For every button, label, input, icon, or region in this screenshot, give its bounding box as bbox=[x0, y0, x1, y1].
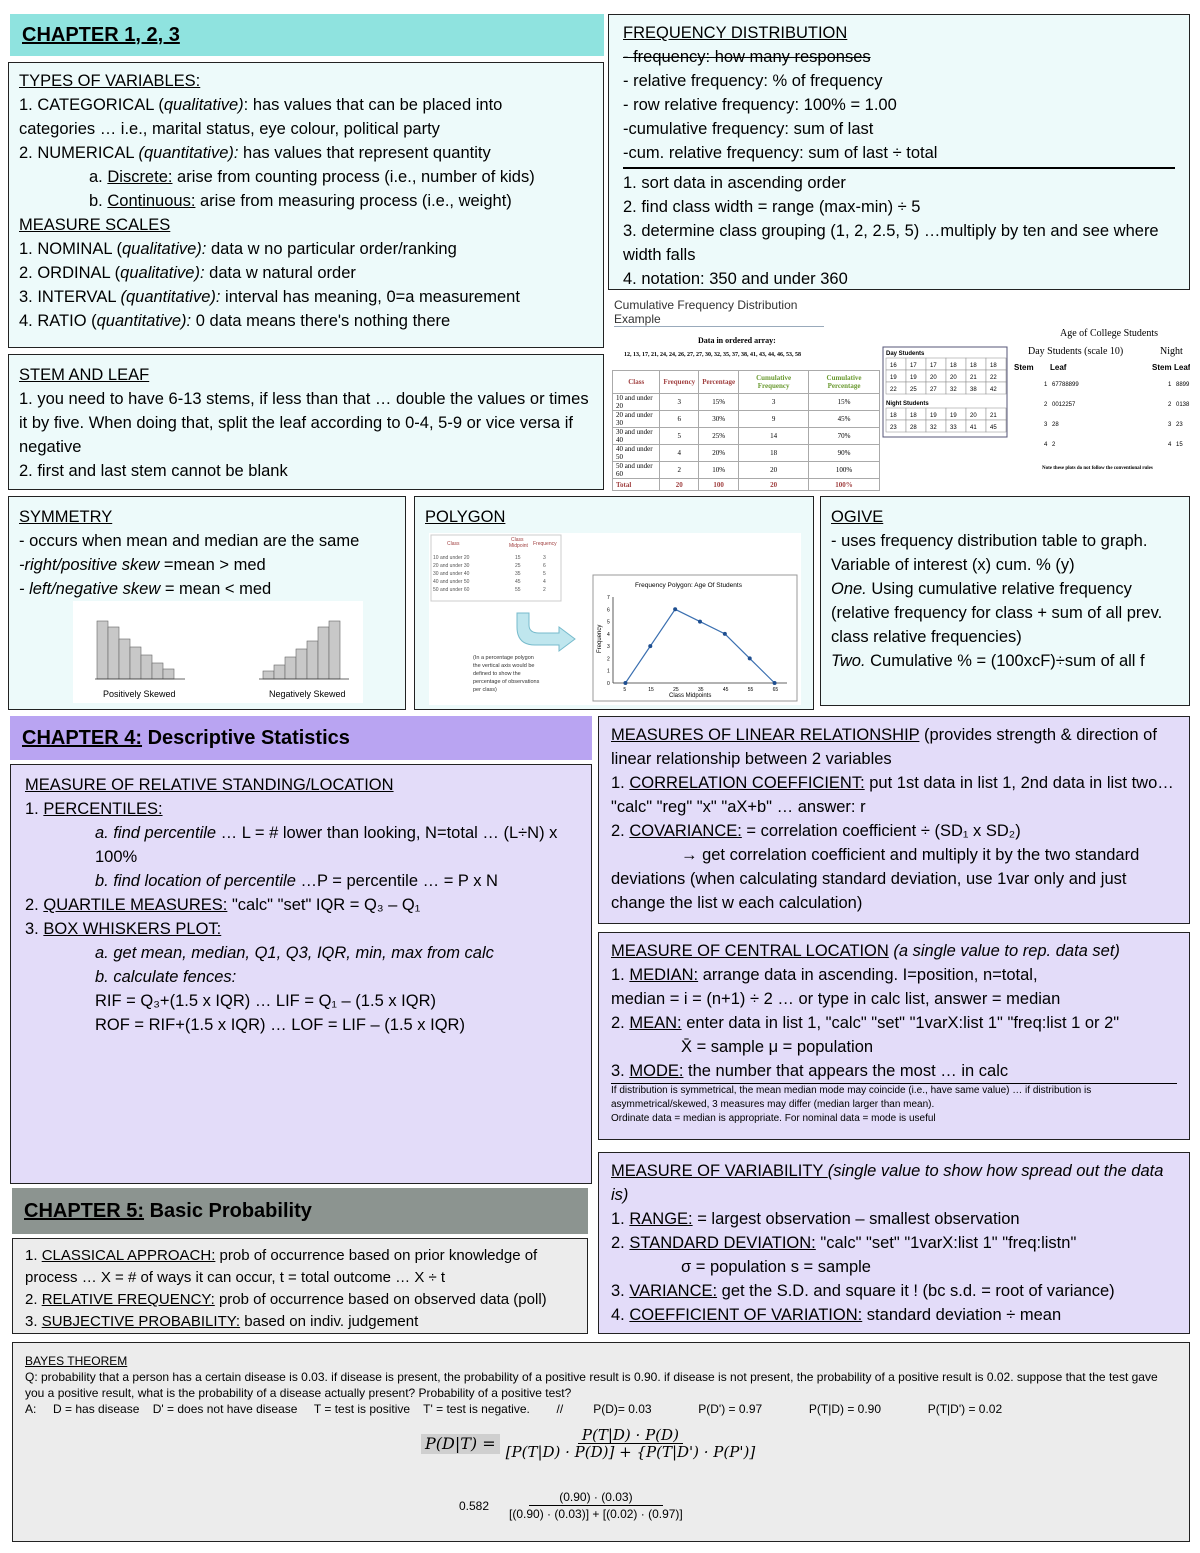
stem-value: 33 bbox=[950, 425, 957, 431]
stem-value: 21 bbox=[970, 375, 977, 381]
median-formula: median = i = (n+1) ÷ 2 … or type in calc list, answer = median bbox=[611, 990, 1061, 1008]
bayes-denominator-values: [(0.90) · (0.03)] + [(0.02) · (0.97)] bbox=[509, 1507, 683, 1521]
x-tick-label: 25 bbox=[673, 687, 679, 693]
stem-value: 20 bbox=[930, 375, 937, 381]
fence-line-2: ROF = RIF+(1.5 x IQR) … LOF = LIF – (1.5 x IQR) bbox=[95, 1016, 465, 1034]
frequency-table bbox=[612, 370, 880, 491]
quartile-line: 2. QUARTILE MEASURES: "calc" "set" IQR = Q₃ – Q₁ bbox=[25, 896, 421, 914]
y-tick-label: 4 bbox=[607, 631, 610, 638]
freq-table-row bbox=[613, 479, 880, 491]
polygon-heading: POLYGON bbox=[425, 508, 506, 526]
ogive-line-2: One. Using cumulative relative frequency (relative frequency for class + sum of all prev. class relative frequencies) bbox=[831, 580, 1163, 646]
mean-symbols: X̄ = sample μ = population bbox=[681, 1038, 874, 1056]
freq-table-cell: 5 bbox=[660, 428, 699, 445]
fence-line-1: RIF = Q₃+(1.5 x IQR) … LIF = Q₁ – (1.5 x IQR) bbox=[95, 992, 436, 1010]
stem-value: 42 bbox=[990, 387, 997, 393]
measure-scales-heading: MEASURE SCALES bbox=[19, 216, 171, 234]
variability-box bbox=[598, 1152, 1190, 1334]
polygon-point bbox=[773, 681, 777, 685]
covariance-line: 2. COVARIANCE: = correlation coefficient ÷ (SD₁ x SD₂) bbox=[611, 822, 1021, 840]
stem-value: 18 bbox=[990, 363, 997, 369]
svg-text:50 and under 60: 50 and under 60 bbox=[433, 587, 470, 593]
freq-table-cell: 15% bbox=[699, 394, 739, 411]
stem-value: 17 bbox=[910, 363, 917, 369]
day-students-label: Day Students (scale 10) bbox=[1028, 346, 1124, 357]
step-2: 2. find class width = range (max-min) ÷ 5 bbox=[623, 198, 921, 216]
svg-text:Leaf: Leaf bbox=[1050, 363, 1067, 372]
svg-text:(In a percentage polygon: (In a percentage polygon bbox=[473, 655, 534, 661]
svg-text:4: 4 bbox=[543, 579, 546, 585]
figure-note: Note these plots do not follow the conventional rules bbox=[1042, 466, 1153, 471]
relative-frequency-line: 2. RELATIVE FREQUENCY: prob of occurrence based on observed data (poll) bbox=[25, 1291, 547, 1308]
frequency-polygon-chart bbox=[429, 533, 801, 705]
bayes-formula bbox=[421, 1427, 755, 1460]
figure-subtitle: Data in ordered array: bbox=[698, 336, 776, 345]
median-line: 1. MEDIAN: arrange data in ascending. I=position, n=total, bbox=[611, 966, 1038, 984]
svg-text:1: 1 bbox=[1044, 382, 1048, 388]
variability-heading: MEASURE OF VARIABILITY (single value to show how spread out the data is) bbox=[611, 1162, 1164, 1204]
chapter-4-header bbox=[10, 716, 592, 760]
cv-line: 4. COEFFICIENT OF VARIATION: standard deviation ÷ mean bbox=[611, 1306, 1062, 1324]
frequency-distribution-box bbox=[608, 14, 1190, 290]
svg-text:25: 25 bbox=[515, 563, 521, 569]
bayes-heading: BAYES THEOREM bbox=[25, 1354, 128, 1368]
polygon-point bbox=[648, 644, 652, 648]
svg-text:45: 45 bbox=[515, 579, 521, 585]
categorical-line: 1. CATEGORICAL (qualitative): has values that can be placed into bbox=[19, 96, 503, 114]
freq-table-cell: 100% bbox=[809, 479, 880, 491]
freq-table-cell: 18 bbox=[739, 445, 809, 462]
relative-standing-box bbox=[10, 764, 592, 1184]
stem-value: 18 bbox=[970, 363, 977, 369]
probability-box bbox=[12, 1238, 588, 1334]
ogive-box bbox=[820, 496, 1190, 706]
freq-table-cell: 3 bbox=[660, 394, 699, 411]
stem-value: 27 bbox=[930, 387, 937, 393]
stem-value: 21 bbox=[990, 413, 997, 419]
step-4: 4. notation: 350 and under 360 bbox=[623, 270, 848, 288]
symmetry-line-3: - left/negative skew = mean < med bbox=[19, 580, 272, 598]
stem-heading: STEM AND LEAF bbox=[19, 366, 150, 384]
polygon-table bbox=[431, 535, 561, 601]
polygon-box bbox=[414, 496, 814, 710]
svg-text:Midpoint: Midpoint bbox=[509, 543, 528, 549]
polygon-xlabel: Class Midpoints bbox=[669, 693, 712, 699]
svg-text:Leaf: Leaf bbox=[1174, 363, 1190, 372]
polygon-point bbox=[698, 620, 702, 624]
central-location-box bbox=[598, 932, 1190, 1140]
bayes-answer: A: D = has disease D' = does not have disease T = test is positive T' = test is negative. // P(D)= 0.03 P(D') = 0.97 P(T|D) = 0.90 P(T|D') = 0.02 bbox=[25, 1402, 1003, 1416]
svg-text:55: 55 bbox=[515, 587, 521, 593]
freq-table-cell: 50 and under 60 bbox=[613, 462, 660, 479]
svg-text:Stem: Stem bbox=[1014, 363, 1034, 372]
svg-text:5: 5 bbox=[543, 571, 546, 577]
freq-table-cell: 90% bbox=[809, 445, 880, 462]
step-1: 1. sort data in ascending order bbox=[623, 174, 846, 192]
categorical-examples: categories … i.e., marital status, eye colour, political party bbox=[19, 120, 440, 138]
ogive-heading: OGIVE bbox=[831, 508, 884, 526]
freq-table-cell: 100% bbox=[809, 462, 880, 479]
central-note-2: Ordinate data = median is appropriate. For nominal data = mode is useful bbox=[611, 1113, 936, 1124]
freq-table-cell: 30 and under 40 bbox=[613, 428, 660, 445]
svg-text:35: 35 bbox=[515, 571, 521, 577]
stem-value: 23 bbox=[890, 425, 897, 431]
ordinal-line: 2. ORDINAL (qualitative): data w natural order bbox=[19, 264, 356, 282]
svg-text:6: 6 bbox=[543, 563, 546, 569]
interval-line: 3. INTERVAL (quantitative): interval has meaning, 0=a measurement bbox=[19, 288, 520, 306]
relative-standing-heading: MEASURE OF RELATIVE STANDING/LOCATION bbox=[25, 776, 394, 794]
freq-table-cell: Total bbox=[613, 479, 660, 491]
svg-text:28: 28 bbox=[1052, 422, 1059, 428]
freq-table-cell: 20 and under 30 bbox=[613, 411, 660, 428]
svg-text:67788899: 67788899 bbox=[1052, 382, 1079, 388]
night-label: Night bbox=[1160, 346, 1183, 357]
y-tick-label: 3 bbox=[607, 644, 610, 651]
y-tick-label: 5 bbox=[607, 619, 610, 626]
ogive-line-3: Two. Cumulative % = (100xcF)÷sum of all f bbox=[831, 652, 1145, 670]
chapter-5-header bbox=[12, 1188, 588, 1234]
percentiles-line: 1. PERCENTILES: bbox=[25, 800, 163, 818]
y-tick-label: 0 bbox=[607, 681, 610, 687]
freq-table-cell: 30% bbox=[699, 411, 739, 428]
numerical-line: 2. NUMERICAL (quantitative): has values that represent quantity bbox=[19, 144, 491, 162]
svg-text:per class): per class) bbox=[473, 687, 497, 693]
svg-text:1: 1 bbox=[1168, 382, 1172, 388]
bayes-result: 0.582 bbox=[459, 1498, 490, 1513]
figure-title: Cumulative Frequency Distribution Example bbox=[614, 298, 824, 327]
step-3: 3. determine class grouping (1, 2, 2.5, 5) …multiply by ten and see where width falls bbox=[623, 222, 1159, 264]
stem-value: 45 bbox=[990, 425, 997, 431]
symmetry-box bbox=[8, 496, 406, 710]
polygon-point bbox=[748, 656, 752, 660]
central-note-1: If distribution is symmetrical, the mean median mode may coincide (i.e., have same value) … if distribution is asymmetrical/skewed, 3 measures may differ (median larger than mean). bbox=[611, 1085, 1092, 1110]
freq-table-cell: 4 bbox=[660, 445, 699, 462]
stem-value: 18 bbox=[910, 413, 917, 419]
x-tick-label: 65 bbox=[772, 687, 779, 693]
types-heading: TYPES OF VARIABLES: bbox=[19, 72, 201, 90]
freq-table-cell: 10 and under 20 bbox=[613, 394, 660, 411]
svg-text:40 and under 50: 40 and under 50 bbox=[433, 579, 470, 585]
freq-line-3: - row relative frequency: 100% = 1.00 bbox=[623, 96, 897, 114]
stem-value: 19 bbox=[950, 413, 957, 419]
freq-table-cell: 14 bbox=[739, 428, 809, 445]
chapter-123-header bbox=[10, 14, 604, 56]
svg-text:Class: Class bbox=[511, 537, 524, 543]
bayes-numerator-values: (0.90) · (0.03) bbox=[529, 1489, 662, 1506]
freq-table-cell: 70% bbox=[809, 428, 880, 445]
discrete-line: a. Discrete: arise from counting process (i.e., number of kids) bbox=[89, 168, 535, 186]
svg-text:2: 2 bbox=[1052, 442, 1056, 448]
bayes-numerator: P(T|D) · P(D) bbox=[578, 1427, 683, 1444]
stem-block-label: Day Students bbox=[886, 351, 925, 357]
freq-table-row bbox=[613, 428, 880, 445]
freq-table-row bbox=[613, 445, 880, 462]
age-title: Age of College Students bbox=[1060, 328, 1159, 339]
svg-text:Class: Class bbox=[447, 541, 460, 547]
freq-table-cell: 40 and under 50 bbox=[613, 445, 660, 462]
freq-table-cell: 2 bbox=[660, 462, 699, 479]
freq-line-1: - frequency: how many responses bbox=[623, 48, 871, 66]
variance-line: 3. VARIANCE: get the S.D. and square it ! (bc s.d. = root of variance) bbox=[611, 1282, 1115, 1300]
stem-value: 19 bbox=[930, 413, 937, 419]
freq-table-header: Cumulative Frequency bbox=[739, 371, 809, 394]
symmetry-line-2: -right/positive skew =mean > med bbox=[19, 556, 266, 574]
negative-skew-label: Negatively Skewed bbox=[269, 689, 346, 699]
freq-line-2: - relative frequency: % of frequency bbox=[623, 72, 883, 90]
sd-line: 2. STANDARD DEVIATION: "calc" "set" "1varX:list 1" "freq:listn" bbox=[611, 1234, 1077, 1252]
box-whiskers-a: a. get mean, median, Q1, Q3, IQR, min, max from calc bbox=[95, 944, 494, 962]
freq-table-cell: 6 bbox=[660, 411, 699, 428]
freq-table-cell: 15% bbox=[809, 394, 880, 411]
freq-table-cell: 10% bbox=[699, 462, 739, 479]
bayes-lhs: P(D|T) = bbox=[421, 1434, 500, 1454]
freq-table-header: Percentage bbox=[699, 371, 739, 394]
freq-table-cell: 100 bbox=[699, 479, 739, 491]
stem-value: 16 bbox=[890, 363, 897, 369]
types-of-variables-box bbox=[8, 62, 604, 348]
chapter-4-label: CHAPTER 4: bbox=[22, 726, 143, 749]
box-whiskers-line: 3. BOX WHISKERS PLOT: bbox=[25, 920, 222, 938]
stem-line-2: 2. first and last stem cannot be blank bbox=[19, 462, 288, 480]
stem-value: 20 bbox=[950, 375, 957, 381]
svg-text:4: 4 bbox=[1044, 442, 1048, 448]
svg-text:10 and under 20: 10 and under 20 bbox=[433, 555, 470, 561]
stem-value: 38 bbox=[970, 387, 977, 393]
chapter-5-title: Basic Probability bbox=[144, 1199, 312, 1222]
polygon-chart-title: Frequency Polygon: Age Of Students bbox=[635, 582, 742, 589]
linear-relationship-box bbox=[598, 716, 1190, 924]
freq-table-header: Frequency bbox=[660, 371, 699, 394]
freq-table-header: Cumulative Percentage bbox=[809, 371, 880, 394]
bayes-box bbox=[12, 1342, 1190, 1542]
freq-table-cell: 20 bbox=[660, 479, 699, 491]
freq-heading: FREQUENCY DISTRIBUTION bbox=[623, 24, 848, 42]
y-tick-label: 6 bbox=[607, 607, 610, 614]
positive-skew-label: Positively Skewed bbox=[103, 689, 176, 699]
freq-table-cell: 25% bbox=[699, 428, 739, 445]
freq-table-cell: 20 bbox=[739, 462, 809, 479]
polygon-point bbox=[673, 607, 677, 611]
y-tick-label: 2 bbox=[607, 656, 610, 663]
central-heading: MEASURE OF CENTRAL LOCATION (a single value to rep. data set) bbox=[611, 942, 1120, 960]
stem-value: 18 bbox=[950, 363, 957, 369]
range-line: 1. RANGE: = largest observation – smallest observation bbox=[611, 1210, 1020, 1228]
linear-heading: MEASURES OF LINEAR RELATIONSHIP (provides strength & direction of linear relationship between 2 variables bbox=[611, 726, 1157, 768]
stem-value: 32 bbox=[950, 387, 957, 393]
box-whiskers-b: b. calculate fences: bbox=[95, 968, 237, 986]
freq-table-row bbox=[613, 394, 880, 411]
stem-value: 32 bbox=[930, 425, 937, 431]
svg-text:Frequency: Frequency bbox=[533, 541, 557, 547]
svg-text:2: 2 bbox=[1044, 402, 1048, 408]
nominal-line: 1. NOMINAL (qualitative): data w no particular order/ranking bbox=[19, 240, 457, 258]
skew-histograms bbox=[73, 601, 363, 703]
freq-table-row bbox=[613, 411, 880, 428]
stem-and-leaf-box bbox=[8, 354, 604, 490]
stem-value: 22 bbox=[990, 375, 997, 381]
bayes-denominator: [P(T|D) · P(D)] + {P(T|D') · P(P')] bbox=[505, 1443, 756, 1461]
freq-table-header: Class bbox=[613, 371, 660, 394]
freq-table-cell: 45% bbox=[809, 411, 880, 428]
y-tick-label: 1 bbox=[607, 668, 610, 675]
bayes-question: Q: probability that a person has a certain disease is 0.03. if disease is present, the probability of a positive result is 0.90. if disease is not present, the probability of a positive result is 0.02. suppose that the test gave you a positive result, what is the probability of a disease actually present? Probability of a positive test? bbox=[25, 1370, 1158, 1400]
x-tick-label: 5 bbox=[623, 687, 627, 693]
freq-table-cell: 9 bbox=[739, 411, 809, 428]
stem-block-label: Night Students bbox=[886, 401, 929, 407]
stem-value: 41 bbox=[970, 425, 977, 431]
stem-leaf-plots bbox=[882, 346, 1190, 486]
svg-text:Stem: Stem bbox=[1152, 363, 1172, 372]
mean-line: 2. MEAN: enter data in list 1, "calc" "set" "1varX:list 1" "freq:list 1 or 2" bbox=[611, 1014, 1120, 1032]
subjective-line: 3. SUBJECTIVE PROBABILITY: based on indiv. judgement bbox=[25, 1313, 419, 1330]
svg-text:4: 4 bbox=[1168, 442, 1172, 448]
freq-table-cell: 20 bbox=[739, 479, 809, 491]
stem-value: 19 bbox=[890, 375, 897, 381]
find-percentile-line: a. find percentile … L = # lower than looking, N=total … (L÷N) x 100% bbox=[95, 824, 558, 866]
polygon-point bbox=[623, 681, 627, 685]
stem-value: 25 bbox=[910, 387, 917, 393]
svg-text:3: 3 bbox=[1168, 422, 1172, 428]
svg-text:0012257: 0012257 bbox=[1052, 402, 1076, 408]
svg-text:20 and under 30: 20 and under 30 bbox=[433, 563, 470, 569]
x-tick-label: 15 bbox=[648, 687, 654, 693]
symmetry-heading: SYMMETRY bbox=[19, 508, 113, 526]
stem-value: 19 bbox=[910, 375, 917, 381]
polygon-point bbox=[723, 632, 727, 636]
svg-text:0138: 0138 bbox=[1176, 402, 1190, 408]
sd-symbols: σ = population s = sample bbox=[681, 1258, 871, 1276]
chapter-5-label: CHAPTER 5: bbox=[24, 1199, 145, 1222]
svg-text:3: 3 bbox=[543, 555, 546, 561]
svg-text:8899: 8899 bbox=[1176, 382, 1190, 388]
figure-array: 12, 13, 17, 21, 24, 24, 26, 27, 27, 30, 32, 35, 37, 38, 41, 43, 44, 46, 53, 58 bbox=[624, 352, 801, 358]
symmetry-line-1: - occurs when mean and median are the same bbox=[19, 532, 360, 550]
y-tick-label: 7 bbox=[607, 595, 610, 601]
bayes-solution bbox=[459, 1489, 683, 1522]
correlation-line: 1. CORRELATION COEFFICIENT: put 1st data in list 1, 2nd data in list two… "calc" "reg" "x" "aX+b" … answer: r bbox=[611, 774, 1174, 816]
freq-line-5: -cum. relative frequency: sum of last ÷ total bbox=[623, 141, 1175, 169]
stem-value: 18 bbox=[890, 413, 897, 419]
stem-value: 22 bbox=[890, 387, 897, 393]
stem-value: 20 bbox=[970, 413, 977, 419]
svg-text:defined to show the: defined to show the bbox=[473, 671, 521, 677]
classical-line: 1. CLASSICAL APPROACH: prob of occurrence based on prior knowledge of process … X = # of ways it can occur, t = total outcome … X ÷ t bbox=[25, 1247, 538, 1286]
ogive-line-1: - uses frequency distribution table to graph. Variable of interest (x) cum. % (y) bbox=[831, 532, 1148, 574]
svg-text:2: 2 bbox=[1168, 402, 1172, 408]
freq-table-cell: 20% bbox=[699, 445, 739, 462]
svg-text:the vertical axis would be: the vertical axis would be bbox=[473, 663, 535, 669]
stem-value: 17 bbox=[930, 363, 937, 369]
svg-text:percentage of observations: percentage of observations bbox=[473, 679, 540, 685]
x-tick-label: 55 bbox=[747, 687, 754, 693]
polygon-ylabel: Frequency bbox=[597, 624, 603, 653]
freq-table-cell: 3 bbox=[739, 394, 809, 411]
cumulative-frequency-figure bbox=[610, 296, 1190, 490]
mode-line: 3. MODE: the number that appears the most … in calc bbox=[611, 1059, 1177, 1084]
x-tick-label: 45 bbox=[722, 687, 729, 693]
svg-text:3: 3 bbox=[1044, 422, 1048, 428]
x-tick-label: 35 bbox=[698, 687, 704, 693]
freq-line-4: -cumulative frequency: sum of last bbox=[623, 120, 874, 138]
svg-text:30 and under 40: 30 and under 40 bbox=[433, 571, 470, 577]
chapter-123-title: CHAPTER 1, 2, 3 bbox=[22, 23, 180, 46]
svg-text:23: 23 bbox=[1176, 422, 1183, 428]
continuous-line: b. Continuous: arise from measuring process (i.e., weight) bbox=[89, 192, 512, 210]
stem-value: 28 bbox=[910, 425, 917, 431]
location-percentile-line: b. find location of percentile …P = percentile … = P x N bbox=[95, 872, 498, 890]
ratio-line: 4. RATIO (quantitative): 0 data means there's nothing there bbox=[19, 312, 451, 330]
stem-line-1: 1. you need to have 6-13 stems, if less than that … double the values or times it by five. When doing that, split the leaf according to 0-4, 5-9 or vice versa if negative bbox=[19, 390, 589, 456]
chapter-4-title: Descriptive Statistics bbox=[142, 726, 350, 749]
freq-table-row bbox=[613, 462, 880, 479]
covariance-note: → get correlation coefficient and multiply it by the two standard deviations (when calculating standard deviation, use 1var only and just change the list w each calculation) bbox=[611, 846, 1140, 912]
svg-text:15: 15 bbox=[515, 555, 521, 561]
svg-text:15: 15 bbox=[1176, 442, 1183, 448]
svg-text:2: 2 bbox=[543, 587, 546, 593]
